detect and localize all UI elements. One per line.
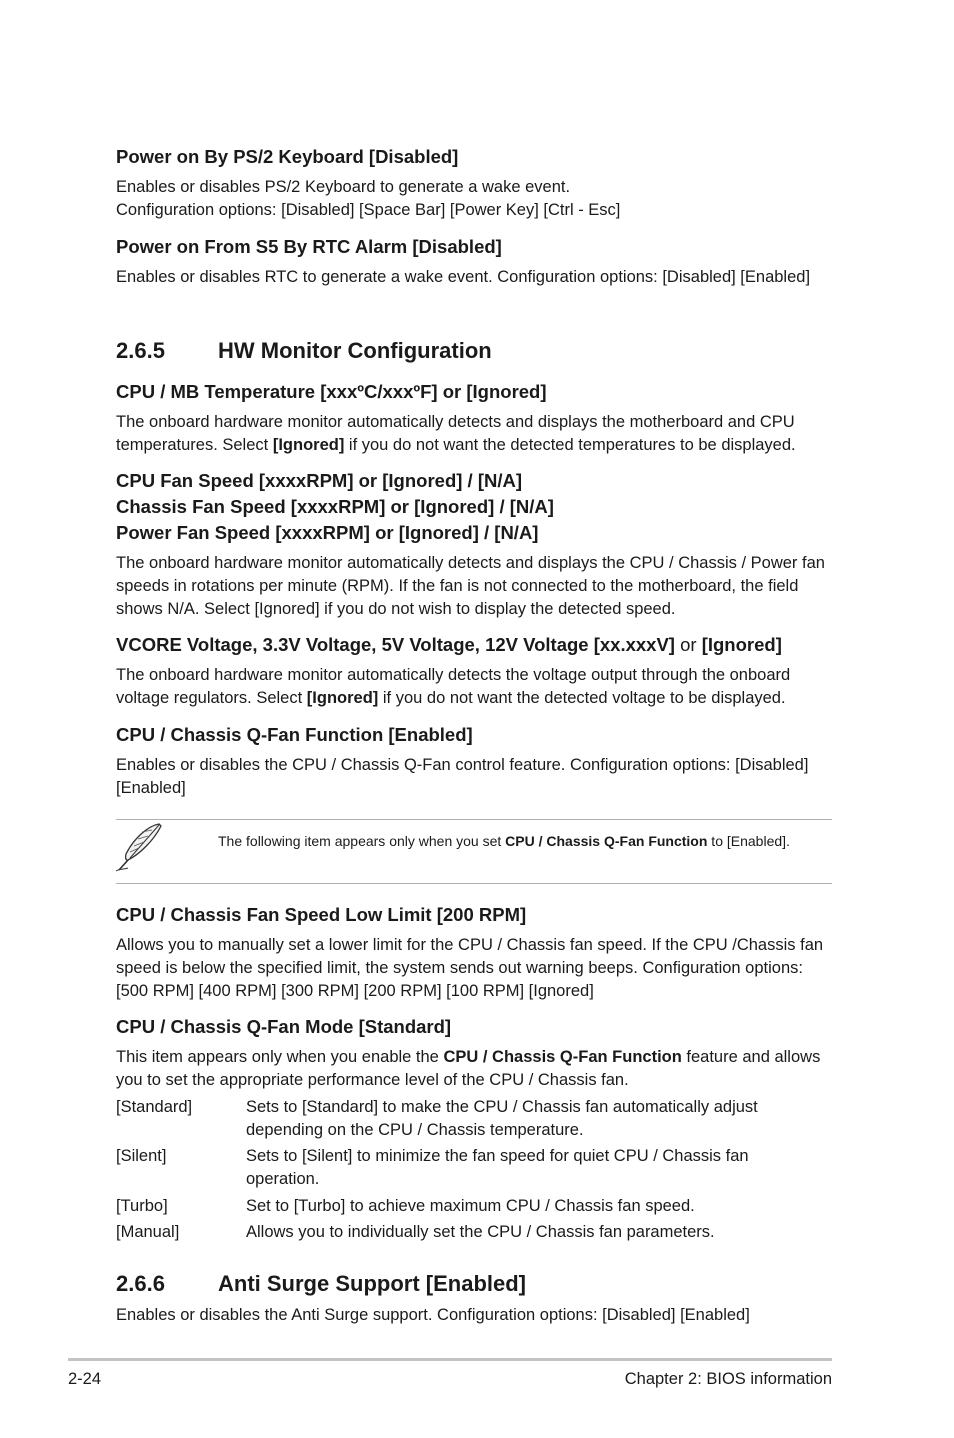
rtc-alarm-heading: Power on From S5 By RTC Alarm [Disabled] [116, 236, 502, 257]
cpu-fan-speed-heading: CPU Fan Speed [xxxxRPM] or [Ignored] / [N/A] [116, 470, 523, 491]
option-key: [Standard] [116, 1098, 193, 1116]
qfan-mode-heading: CPU / Chassis Q-Fan Mode [Standard] [116, 1016, 452, 1037]
footer-divider [68, 1358, 832, 1361]
ps2-keyboard-heading: Power on By PS/2 Keyboard [Disabled] [116, 146, 459, 167]
note-box [116, 819, 832, 884]
section-title-hw-monitor: 2.6.5 HW Monitor Configuration [116, 338, 492, 363]
note-text: The following item appears only when you set CPU / Chassis Q-Fan Function to [Enabled]. [218, 833, 790, 849]
section-title-anti-surge: 2.6.6 Anti Surge Support [Enabled] [116, 1271, 526, 1296]
temperature-heading: CPU / MB Temperature [xxxºC/xxxºF] or [Ignored] [116, 381, 547, 402]
temperature-description: The onboard hardware monitor automatically detects and displays the motherboard and CPU temperatures. Select [Ignored] if you do not want the detected temperatures to be displayed. [116, 413, 796, 454]
option-description: Set to [Turbo] to achieve maximum CPU / Chassis fan speed. [246, 1197, 695, 1215]
qfan-function-heading: CPU / Chassis Q-Fan Function [Enabled] [116, 724, 473, 745]
qfan-mode-description: This item appears only when you enable the CPU / Chassis Q-Fan Function feature and allows you to set the appropriate performance level of the CPU / Chassis fan. [116, 1048, 821, 1089]
fan-speed-description: The onboard hardware monitor automatically detects and displays the CPU / Chassis / Power fan speeds in rotations per minute (RPM). If the fan is not connected to the motherboard, the field shows N/A. Select [Ignored] if you do not wish to display the detected speed. [116, 554, 825, 618]
voltage-description: The onboard hardware monitor automatically detects the voltage output through the onboard voltage regulators. Select [Ignored] if you do not want the detected voltage to be displayed. [116, 666, 791, 707]
option-key: [Silent] [116, 1147, 167, 1165]
feather-pen-icon [112, 820, 168, 874]
option-description: Sets to [Silent] to minimize the fan speed for quiet CPU / Chassis fan operation. [246, 1147, 749, 1188]
option-key: [Turbo] [116, 1197, 168, 1215]
qfan-function-description: Enables or disables the CPU / Chassis Q-Fan control feature. Configuration options: [Disabled] [Enabled] [116, 756, 809, 797]
fan-low-limit-description: Allows you to manually set a lower limit for the CPU / Chassis fan speed. If the CPU /Chassis fan speed is below the specified limit, the system sends out warning beeps. Configuration options: [500 RPM] [400 RPM] [300 RPM] [200 RPM] [100 RPM] [Ignored] [116, 936, 824, 1000]
page-number: 2-24 [68, 1370, 102, 1388]
ps2-keyboard-description: Enables or disables PS/2 Keyboard to generate a wake event. Configuration options: [Disabled] [Space Bar] [Power Key] [Ctrl - Esc] [116, 178, 621, 219]
fan-low-limit-heading: CPU / Chassis Fan Speed Low Limit [200 RPM] [116, 904, 527, 925]
chassis-fan-speed-heading: Chassis Fan Speed [xxxxRPM] or [Ignored] / [N/A] [116, 496, 554, 517]
anti-surge-description: Enables or disables the Anti Surge support. Configuration options: [Disabled] [Enabled] [116, 1306, 750, 1324]
chapter-title: Chapter 2: BIOS information [624, 1370, 832, 1388]
voltage-heading: VCORE Voltage, 3.3V Voltage, 5V Voltage, 12V Voltage [xx.xxxV] or [Ignored] [116, 634, 782, 655]
power-fan-speed-heading: Power Fan Speed [xxxxRPM] or [Ignored] / [N/A] [116, 522, 539, 543]
option-description: Sets to [Standard] to make the CPU / Chassis fan automatically adjust depending on the CPU / Chassis temperature. [246, 1098, 758, 1139]
option-key: [Manual] [116, 1223, 180, 1241]
rtc-alarm-description: Enables or disables RTC to generate a wake event. Configuration options: [Disabled] [Enabled] [116, 268, 811, 286]
option-description: Allows you to individually set the CPU / Chassis fan parameters. [246, 1223, 715, 1241]
